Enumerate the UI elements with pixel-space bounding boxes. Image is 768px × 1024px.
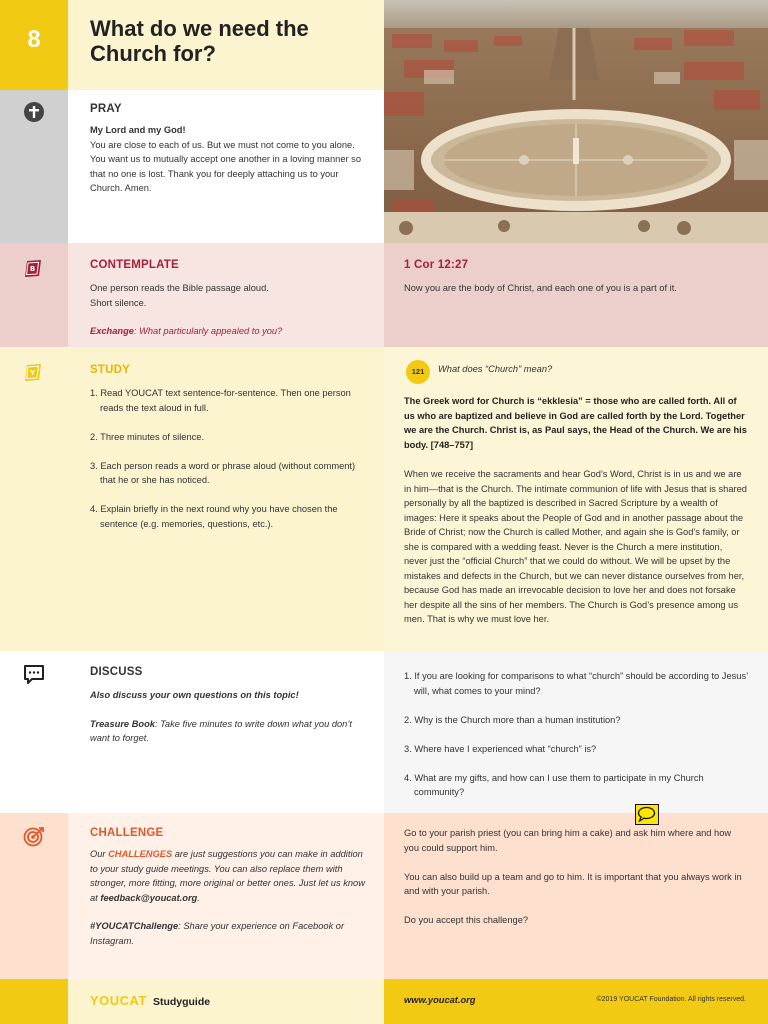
footer-strip <box>0 979 68 1024</box>
website-link[interactable]: www.youcat.org <box>404 995 476 1005</box>
hashtag-line <box>90 919 370 948</box>
discuss-section <box>68 651 384 813</box>
challenge-item: You can also build up a team and go to him. It is important that you always work in and with your parish. <box>404 871 742 896</box>
speech-bubble-icon <box>22 663 46 687</box>
youcat-logo <box>90 993 210 1008</box>
treasure-book-line <box>90 717 370 746</box>
youcat-answer-bold: The Greek word for Church is “ekklesia” = those who are called forth. All of us who are baptized and believe in God are called forth by the Lord. Together we are the Church. Christ is, as Paul says, the Head of the Church. We are his body. [748–757] <box>404 396 747 450</box>
verse-reference: 1 Cor 12:27 <box>404 259 469 271</box>
challenge-intro-pre: Our <box>90 849 109 859</box>
treasure-text: : Take five minutes to write down what you don’t want to forget. <box>90 718 352 743</box>
challenge-keyword: CHALLENGES <box>108 849 173 859</box>
contemplate-section <box>68 243 384 347</box>
challenge-items-section <box>384 813 768 979</box>
contemplate-title: CONTEMPLATE <box>90 259 179 271</box>
lesson-number-strip <box>0 0 68 90</box>
pray-lead: My Lord and my God! <box>90 125 186 135</box>
challenge-item: Go to your parish priest (you can bring him a cake) and ask him where and how you could support him. <box>404 828 732 853</box>
youcat-wordmark: YOUCAT <box>90 993 147 1008</box>
study-step: 1. Read YOUCAT text sentence-for-sentence. Then one person reads the text aloud in full. <box>90 388 351 413</box>
discuss-text <box>90 688 370 746</box>
study-step: 3. Each person reads a word or phrase aloud (without comment) that he or she has noticed. <box>90 460 356 485</box>
discuss-question: 1. If you are looking for comparisons to what “church” should be according to Jesus’ will, what comes to your mind? <box>404 671 748 696</box>
exchange-line <box>90 324 370 339</box>
cross-circle-icon <box>22 102 46 126</box>
st-peters-square-photo <box>384 0 768 243</box>
discuss-question: 4. What are my gifts, and how can I use them to participate in my Church community? <box>404 772 704 797</box>
svg-text:B: B <box>29 265 36 273</box>
challenge-section <box>68 813 384 979</box>
pray-title: PRAY <box>90 103 122 115</box>
contemplate-text <box>90 281 370 339</box>
target-icon <box>22 825 46 849</box>
challenge-title: CHALLENGE <box>90 827 164 839</box>
youcat-question: What does “Church” mean? <box>438 364 553 374</box>
youcat-book-icon <box>22 361 46 385</box>
feedback-email: feedback@youcat.org <box>100 892 198 903</box>
study-section <box>68 347 384 651</box>
study-title: STUDY <box>90 364 130 376</box>
discuss-questions-section <box>384 651 768 813</box>
study-steps <box>90 386 370 546</box>
exchange-label: Exchange <box>90 326 134 336</box>
pray-body: You are close to each of us. But we must not come to you alone. You want us to mutually accept one another in a loving manner so that no one is lost. Thank you for deeply attaching us to your Church. Amen. <box>90 139 361 193</box>
verse-text: Now you are the body of Christ, and each one of you is a part of it. <box>404 283 677 293</box>
study-step: 4. Explain briefly in the next round why you have chosen the sentence (e.g. memories, questions, etc.). <box>90 504 338 529</box>
copyright-text: ©2019 YOUCAT Foundation. All rights reserved. <box>596 996 746 1003</box>
discuss-questions <box>404 669 748 814</box>
contemplate-line-1: One person reads the Bible passage aloud. <box>90 283 269 293</box>
challenge-intro-post: are just suggestions you can make in addition to your study guide meetings. You can also replace them with stronger, more fitting, more original or better ones. Just let us know at <box>90 849 365 903</box>
exchange-text: : What particularly appealed to you? <box>133 326 283 336</box>
aerial-photo <box>384 0 768 243</box>
treasure-label: Treasure Book <box>90 718 155 729</box>
challenge-hashtag: #YOUCATChallenge <box>90 921 179 931</box>
challenge-item: Do you accept this challenge? <box>404 915 529 925</box>
studyguide-label: Studyguide <box>152 996 211 1008</box>
title-block <box>68 0 384 90</box>
contemplate-line-2: Short silence. <box>90 297 147 308</box>
pray-text <box>90 123 370 196</box>
hashtag-text: : Share your experience on Facebook or Instagram. <box>90 921 345 946</box>
challenge-intro-paragraph <box>90 847 370 905</box>
study-step: 2. Three minutes of silence. <box>90 431 205 442</box>
challenge-items <box>404 826 748 928</box>
footer-info <box>384 979 768 1024</box>
page-title: What do we need the Church for? <box>90 16 309 66</box>
pray-section <box>68 90 384 243</box>
challenge-intro-end: . <box>197 892 200 903</box>
youcat-number-badge: 121 <box>406 360 430 384</box>
youcat-answer-text: When we receive the sacraments and hear God’s Word, Christ is in us and we are in him—that is the Church. The intimate communion of life with Jesus that is shared personally by all the baptized is described in Sacred Scripture by a wealth of images: Here it speaks about the People of God and in another passage about the Bride of Christ; now the Church is called Mother, and again she is God’s family, or she is compared with a wedding feast. Never is the Church a mere institution, never just the “official Church” that we could do without. We will be upset by the mistakes and defects in the Church, but we can never distance ourselves from her, because God has made an irrevocable decision to love her and does not forsake her despite all the sins of her members. The Church is God’s presence among us men. That is why we must love her. <box>404 469 747 624</box>
challenge-icon-strip <box>0 813 68 979</box>
contemplate-icon-strip <box>0 243 68 347</box>
youcat-text-section <box>384 347 768 651</box>
comment-marker-icon[interactable] <box>635 804 659 825</box>
discuss-also: Also discuss your own questions on this topic! <box>90 690 299 700</box>
study-icon-strip <box>0 347 68 651</box>
svg-text:Y: Y <box>29 369 36 377</box>
discuss-title: DISCUSS <box>90 666 143 678</box>
discuss-icon-strip <box>0 651 68 813</box>
bible-book-icon <box>22 257 46 281</box>
discuss-question: 2. Why is the Church more than a human institution? <box>404 714 621 725</box>
lesson-number: 8 <box>27 26 41 53</box>
pray-icon-strip <box>0 90 68 243</box>
footer-brand <box>68 979 384 1024</box>
discuss-question: 3. Where have I experienced what “church” is? <box>404 743 597 754</box>
challenge-intro <box>90 847 370 962</box>
bible-verse-section <box>384 243 768 347</box>
